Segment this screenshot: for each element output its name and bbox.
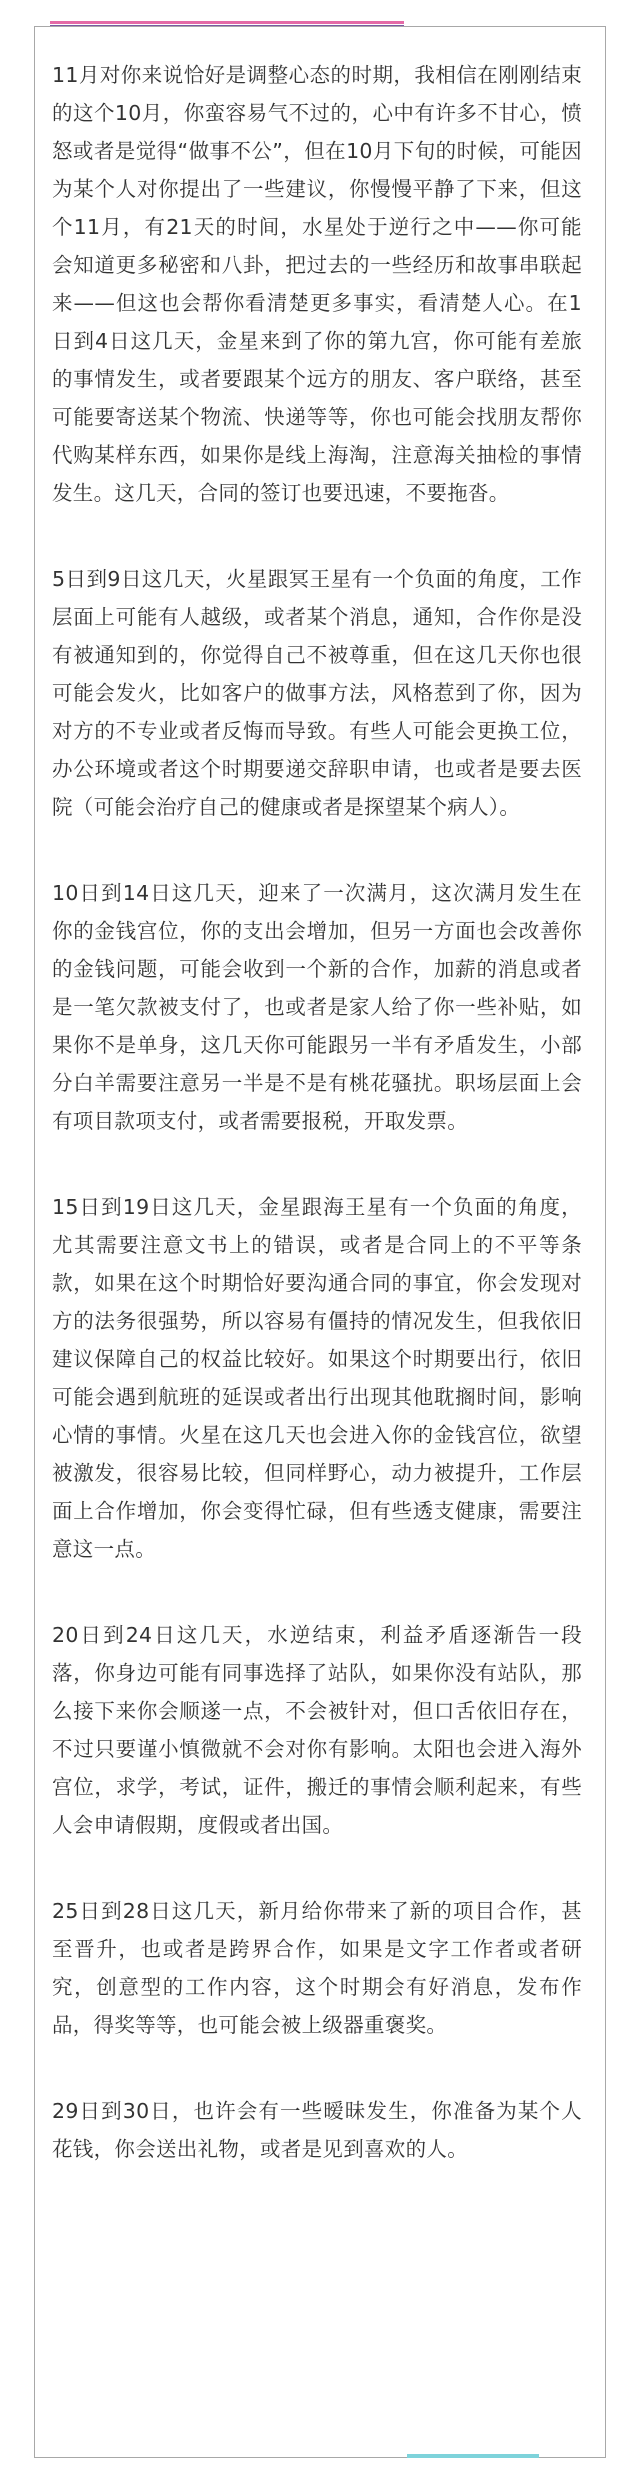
paragraph-15-to-19: 15日到19日这几天，金星跟海王星有一个负面的角度，尤其需要注意文书上的错误，或者是合同上的不平等条款，如果在这个时期恰好要沟通合同的事宜，你会发现对方的法务很强势，所以容易有僵持的情况发生，但我依旧建议保障自己的权益比较好。如果这个时期要出行，依旧可能会遇到航班的延误或者出行出现其他耽搁时间，影响心情的事情。火星在这几天也会进入你的金钱宫位，欲望被激发，很容易比较，但同样野心，动力被提升，工作层面上合作增加，你会变得忙碌，但有些透支健康，需要注意这一点。	[52, 1195, 582, 1561]
paragraph-29-to-30: 29日到30日，也许会有一些暧昧发生，你准备为某个人花钱，你会送出礼物，或者是见到喜欢的人。	[52, 2099, 582, 2161]
paragraph-5-to-9: 5日到9日这几天，火星跟冥王星有一个负面的角度，工作层面上可能有人越级，或者某个消息，通知，合作你是没有被通知到的，你觉得自己不被尊重，但在这几天你也很可能会发火，比如客户的做事方法，风格惹到了你，因为对方的不专业或者反悔而导致。有些人可能会更换工位，办公环境或者这个时期要递交辞职申请，也或者是要去医院（可能会治疗自己的健康或者是探望某个病人）。	[52, 567, 582, 819]
bottom-accent-teal-line	[407, 2454, 539, 2458]
paragraph-20-to-24: 20日到24日这几天，水逆结束，利益矛盾逐渐告一段落，你身边可能有同事选择了站队，如果你没有站队，那么接下来你会顺遂一点，不会被针对，但口舌依旧存在，不过只要谨小慎微就不会对你有影响。太阳也会进入海外宫位，求学，考试，证件，搬迁的事情会顺利起来，有些人会申请假期，度假或者出国。	[52, 1623, 582, 1837]
paragraph-nov-overview: 11月对你来说恰好是调整心态的时期，我相信在刚刚结束的这个10月，你蛮容易气不过的，心中有许多不甘心，愤怒或者是觉得“做事不公”，但在10月下旬的时候，可能因为某个人对你提出了一些建议，你慢慢平静了下来，但这个11月，有21天的时间，水星处于逆行之中——你可能会知道更多秘密和八卦，把过去的一些经历和故事串联起来——但这也会帮你看清楚更多事实，看清楚人心。在1日到4日这几天，金星来到了你的第九宫，你可能有差旅的事情发生，或者要跟某个远方的朋友、客户联络，甚至可能要寄送某个物流、快递等等，你也可能会找朋友帮你代购某样东西，如果你是线上海淘，注意海关抽检的事情发生。这几天，合同的签订也要迅速，不要拖沓。	[52, 63, 582, 505]
paragraph-10-to-14: 10日到14日这几天，迎来了一次满月，这次满月发生在你的金钱宫位，你的支出会增加，但另一方面也会改善你的金钱问题，可能会收到一个新的合作，加薪的消息或者是一笔欠款被支付了，也或者是家人给了你一些补贴，如果你不是单身，这几天你可能跟另一半有矛盾发生，小部分白羊需要注意另一半是不是有桃花骚扰。职场层面上会有项目款项支付，或者需要报税，开取发票。	[52, 881, 582, 1133]
article-body	[52, 56, 582, 2168]
top-accent-pink-line	[50, 21, 404, 24]
paragraph-25-to-28: 25日到28日这几天，新月给你带来了新的项目合作，甚至晋升，也或者是跨界合作，如果是文字工作者或者研究，创意型的工作内容，这个时期会有好消息，发布作品，得奖等等，也可能会被上级器重褒奖。	[52, 1899, 582, 2037]
